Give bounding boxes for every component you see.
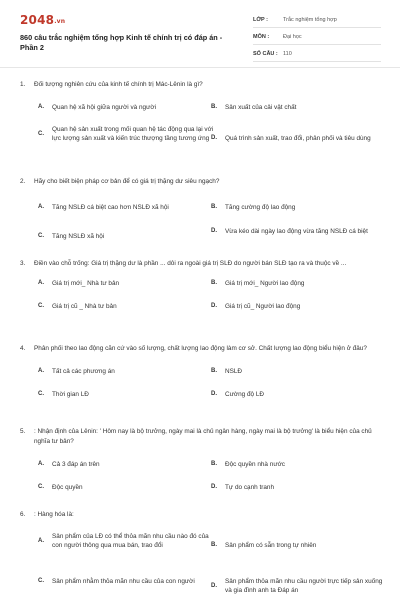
- meta-value: Đại học: [283, 34, 302, 40]
- option-b[interactable]: [211, 541, 385, 550]
- option-text: Tăng NSLĐ cá biệt cao hơn NSLĐ xã hội: [52, 204, 169, 211]
- option-letter: B.: [211, 280, 217, 286]
- option-letter: A.: [38, 280, 44, 286]
- option-text: Sản xuất của cải vật chất: [225, 104, 297, 111]
- meta-row-subject: [253, 31, 381, 45]
- option-text: Quan hệ xã hội giữa người và người: [52, 104, 156, 111]
- option-letter: B.: [211, 461, 217, 467]
- question-body: Hãy cho biết biện pháp cơ bản để có giá trị thặng dư siêu ngạch?: [34, 178, 220, 185]
- option-d[interactable]: [211, 302, 385, 311]
- option-letter: B.: [211, 104, 217, 110]
- option-letter: D.: [211, 484, 217, 490]
- option-b[interactable]: [211, 279, 385, 288]
- question-1: [20, 80, 382, 142]
- question-number: 5.: [20, 428, 26, 435]
- option-d[interactable]: [211, 577, 385, 595]
- option-letter: C.: [38, 578, 44, 584]
- question-text: [20, 510, 382, 520]
- option-letter: B.: [211, 368, 217, 374]
- option-a[interactable]: [38, 103, 212, 112]
- option-letter: C.: [38, 303, 44, 309]
- option-letter: D.: [211, 391, 217, 397]
- option-letter: C.: [38, 130, 44, 137]
- meta-label: MÔN :: [253, 34, 270, 40]
- option-text: Độc quyền nhà nước: [225, 461, 285, 468]
- option-letter: D.: [211, 582, 217, 589]
- option-letter: D.: [211, 303, 217, 309]
- option-text: Vừa kéo dài ngày lao động vừa tăng NSLĐ cá biệt: [225, 228, 368, 235]
- option-d[interactable]: [211, 390, 385, 399]
- option-letter: B.: [211, 542, 217, 548]
- option-b[interactable]: [211, 367, 385, 376]
- option-text: Độc quyền: [52, 484, 83, 491]
- question-number: 2.: [20, 178, 26, 185]
- option-text: Tăng cường độ lao động: [225, 204, 296, 211]
- option-a[interactable]: [38, 279, 212, 288]
- option-a[interactable]: [38, 532, 217, 550]
- meta-value: Trắc nghiệm tổng hợp: [283, 17, 337, 23]
- document-meta: [253, 14, 381, 65]
- question-number: 3.: [20, 260, 26, 267]
- option-text: Tăng NSLĐ xã hội: [52, 233, 105, 240]
- option-a[interactable]: [38, 203, 212, 212]
- option-d[interactable]: [211, 134, 385, 143]
- header-divider: [0, 67, 400, 68]
- question-2: [20, 177, 382, 240]
- option-text: Quan hệ sản xuất trong mối quan hệ tác động qua lại với lực lượng sản xuất và kiến trúc thượng tầng tương ứng: [52, 126, 214, 142]
- option-letter: A.: [38, 104, 44, 110]
- option-text: Cường độ LĐ: [225, 391, 265, 398]
- option-letter: D.: [211, 228, 217, 234]
- question-3: [20, 259, 382, 310]
- option-text: Sản phẩm nhằm thỏa mãn nhu cầu của con người: [52, 578, 195, 585]
- option-letter: A.: [38, 204, 44, 210]
- option-c[interactable]: [38, 390, 212, 399]
- option-b[interactable]: [211, 460, 385, 469]
- option-text: Thời gian LĐ: [52, 391, 89, 398]
- meta-value: 110: [283, 51, 292, 57]
- question-text: [20, 427, 382, 447]
- option-text: Giá trị mới_ Người lao động: [225, 280, 305, 287]
- question-body: Đối tượng nghiên cứu của kinh tế chính trị Mác-Lênin là gì?: [34, 81, 203, 88]
- question-text: [20, 80, 382, 90]
- meta-label: LỚP :: [253, 17, 268, 23]
- option-letter: A.: [38, 368, 44, 374]
- option-text: Tự do cạnh tranh: [225, 484, 275, 491]
- question-number: 6.: [20, 511, 26, 518]
- option-text: Tất cả các phương án: [52, 368, 115, 375]
- option-a[interactable]: [38, 460, 212, 469]
- question-body: : Hàng hóa là:: [34, 511, 74, 518]
- document-header: [0, 0, 400, 68]
- option-c[interactable]: [38, 302, 212, 311]
- question-number: 4.: [20, 345, 26, 352]
- option-letter: B.: [211, 204, 217, 210]
- question-body: Điền vào chỗ trống: Giá trị thặng dư là phần ... dôi ra ngoài giá trị SLĐ do người bán SLĐ tạo ra và thuộc về ...: [34, 260, 347, 267]
- option-letter: D.: [211, 135, 217, 141]
- question-6: [20, 510, 383, 594]
- question-5: [20, 427, 382, 491]
- option-text: NSLĐ: [225, 368, 243, 375]
- option-text: Sản phẩm có sẵn trong tự nhiên: [225, 542, 317, 549]
- option-text: Sản phẩm thỏa mãn nhu cầu người trực tiếp sản xuống và gia đình anh ta Đáp án: [225, 578, 383, 594]
- option-text: Giá trị mới_ Nhà tư bản: [52, 280, 120, 287]
- logo-suffix: .vn: [54, 18, 66, 25]
- option-a[interactable]: [38, 367, 212, 376]
- option-text: Cả 3 đáp án trên: [52, 461, 100, 468]
- meta-row-class: [253, 14, 381, 28]
- option-d[interactable]: [211, 227, 385, 236]
- meta-label: SỐ CÂU :: [253, 51, 278, 57]
- option-b[interactable]: [211, 203, 385, 212]
- option-letter: A.: [38, 537, 44, 544]
- option-b[interactable]: [211, 103, 385, 112]
- question-text: [20, 177, 382, 187]
- option-c[interactable]: [38, 125, 217, 143]
- question-text: [20, 259, 382, 269]
- option-letter: A.: [38, 461, 44, 467]
- question-text: [20, 344, 382, 354]
- question-number: 1.: [20, 81, 26, 88]
- document-title: 860 câu trắc nghiệm tổng hợp Kinh tế chính trị có đáp án - Phần 2: [20, 33, 223, 52]
- option-d[interactable]: [211, 483, 385, 492]
- meta-row-count: [253, 48, 381, 62]
- option-c[interactable]: [38, 577, 212, 586]
- option-text: Giá trị cũ _ Nhà tư bản: [52, 303, 117, 310]
- logo-text: 2048: [20, 13, 55, 27]
- option-text: Giá trị cũ_ Người lao động: [225, 303, 301, 310]
- question-body: Phân phối theo lao động căn cứ vào số lượng, chất lượng lao động làm cơ sở. Chất lượng lao động biểu hiện ở đâu?: [34, 345, 367, 352]
- option-letter: C.: [38, 233, 44, 239]
- site-logo[interactable]: [20, 13, 65, 27]
- option-c[interactable]: [38, 232, 212, 241]
- question-4: [20, 344, 382, 398]
- option-text: Quá trình sản xuất, trao đổi, phân phối và tiêu dùng: [225, 135, 371, 142]
- option-letter: C.: [38, 484, 44, 490]
- question-body: : Nhận định của Lênin: ' Hôm nay là bộ trưởng, ngày mai là chủ ngân hàng, ngày mai là bộ trưởng' là biểu hiện của chủ nghĩa tư bản?: [34, 428, 372, 445]
- option-letter: C.: [38, 391, 44, 397]
- option-text: Sản phẩm của LĐ có thể thỏa mãn nhu cầu nào đó của con người thông qua mua bán, trao đổi: [52, 533, 209, 549]
- option-c[interactable]: [38, 483, 212, 492]
